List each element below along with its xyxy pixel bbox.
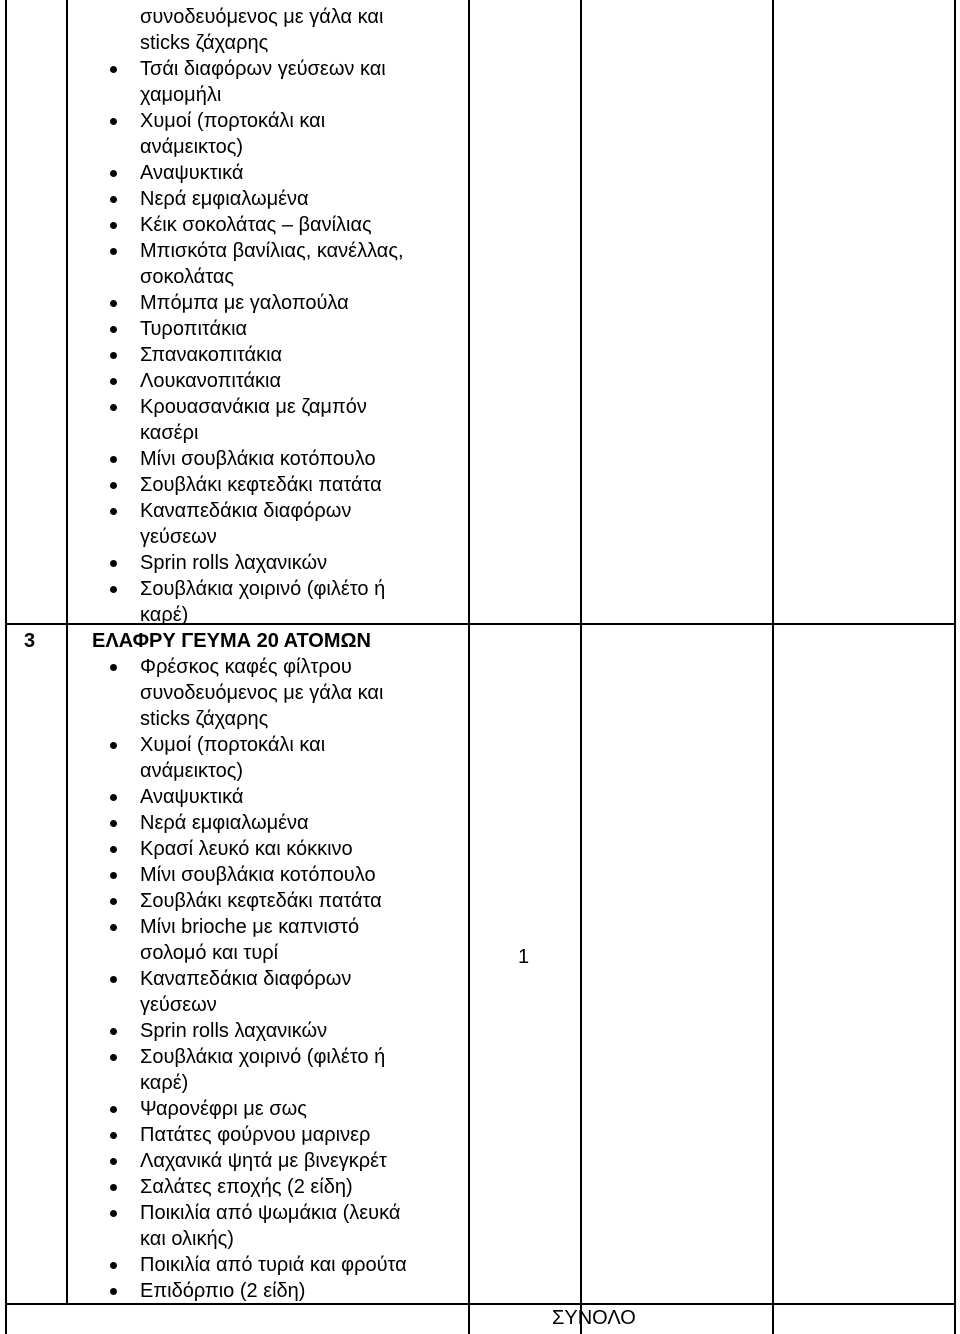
bullet-icon — [110, 1106, 117, 1113]
list-item-line: κασέρι — [140, 422, 199, 444]
bullet-icon — [110, 300, 117, 307]
list-item-line: sticks ζάχαρης — [140, 708, 269, 730]
list-item-line: Αναψυκτικά — [140, 786, 244, 808]
list-item-line: Καναπεδάκια διαφόρων — [140, 500, 352, 522]
list-item-line: sticks ζάχαρης — [140, 32, 269, 54]
list-item-line: Μίνι σουβλάκια κοτόπουλο — [140, 448, 376, 470]
list-item-line: Αναψυκτικά — [140, 162, 244, 184]
table-border-col1 — [66, 0, 68, 1304]
list-item-line: Επιδόρπιο (2 είδη) — [140, 1280, 306, 1302]
section-title: ΕΛΑΦΡΥ ΓΕΥΜΑ 20 ΑΤΟΜΩΝ — [92, 630, 371, 652]
table-border-right — [954, 0, 956, 1334]
bullet-icon — [110, 976, 117, 983]
list-item-line: Μπισκότα βανίλιας, κανέλλας, — [140, 240, 404, 262]
list-item-line: Χυμοί (πορτοκάλι και — [140, 110, 326, 132]
list-item-line: γεύσεων — [140, 994, 217, 1016]
bullet-icon — [110, 404, 117, 411]
list-item-line: ανάμεικτος) — [140, 136, 244, 158]
list-item-line: Τυροπιτάκια — [140, 318, 248, 340]
list-item-line: Φρέσκος καφές φίλτρου — [140, 656, 352, 678]
list-item-line: Ποικιλία από ψωμάκια (λευκά — [140, 1202, 401, 1224]
bullet-icon — [110, 378, 117, 385]
list-item-line: χαμομήλι — [140, 84, 222, 106]
list-item-line: Σουβλάκια χοιρινό (φιλέτο ή — [140, 578, 386, 600]
list-item-line: σοκολάτας — [140, 266, 235, 288]
list-item-line: Χυμοί (πορτοκάλι και — [140, 734, 326, 756]
table-border-col2 — [468, 0, 470, 1334]
bullet-icon — [110, 456, 117, 463]
list-item-line: Μίνι σουβλάκια κοτόπουλο — [140, 864, 376, 886]
list-item-line: Πατάτες φούρνου μαρινερ — [140, 1124, 371, 1146]
total-label: ΣΥΝΟΛΟ — [552, 1307, 636, 1329]
list-item-line: συνοδευόμενος με γάλα και — [140, 682, 384, 704]
list-item-line: και ολικής) — [140, 1228, 234, 1250]
list-item-line: Σουβλάκι κεφτεδάκι πατάτα — [140, 474, 382, 496]
bullet-icon — [110, 66, 117, 73]
bullet-icon — [110, 846, 117, 853]
list-item-line: Λαχανικά ψητά με βινεγκρέτ — [140, 1150, 387, 1172]
list-item-line: συνοδευόμενος με γάλα και — [140, 6, 384, 28]
bullet-icon — [110, 1054, 117, 1061]
bullet-icon — [110, 1262, 117, 1269]
list-item-line: καρέ) — [140, 604, 189, 626]
bullet-icon — [110, 118, 117, 125]
list-item-line: Κέικ σοκολάτας – βανίλιας — [140, 214, 372, 236]
list-item-line: Κρουασανάκια με ζαμπόν — [140, 396, 367, 418]
bullet-icon — [110, 742, 117, 749]
section-number: 3 — [24, 630, 36, 652]
list-item-line: Σουβλάκια χοιρινό (φιλέτο ή — [140, 1046, 386, 1068]
bullet-icon — [110, 508, 117, 515]
list-item-line: Λουκανοπιτάκια — [140, 370, 282, 392]
list-item-line: Σαλάτες εποχής (2 είδη) — [140, 1176, 353, 1198]
list-item-line: Σουβλάκι κεφτεδάκι πατάτα — [140, 890, 382, 912]
bullet-icon — [110, 872, 117, 879]
table-border-col4 — [772, 0, 774, 1334]
bullet-icon — [110, 820, 117, 827]
bullet-icon — [110, 482, 117, 489]
list-item-line: Τσάι διαφόρων γεύσεων και — [140, 58, 386, 80]
list-item-line: καρέ) — [140, 1072, 189, 1094]
bullet-icon — [110, 924, 117, 931]
bullet-icon — [110, 1288, 117, 1295]
table-border-col3 — [580, 0, 582, 1334]
list-item-line: Κρασί λευκό και κόκκινο — [140, 838, 353, 860]
list-item-line: Μπόμπα με γαλοπούλα — [140, 292, 349, 314]
bullet-icon — [110, 170, 117, 177]
list-item-line: Μίνι brioche με καπνιστό — [140, 916, 360, 938]
bullet-icon — [110, 1158, 117, 1165]
list-item-line: Νερά εμφιαλωμένα — [140, 812, 309, 834]
list-item-line: Sprin rolls λαχανικών — [140, 552, 328, 574]
list-item-line: Σπανακοπιτάκια — [140, 344, 283, 366]
list-item-line: Καναπεδάκια διαφόρων — [140, 968, 352, 990]
bullet-icon — [110, 1132, 117, 1139]
bullet-icon — [110, 1184, 117, 1191]
bullet-icon — [110, 248, 117, 255]
table-border-left — [5, 0, 7, 1334]
bullet-icon — [110, 326, 117, 333]
bullet-icon — [110, 664, 117, 671]
bullet-icon — [110, 898, 117, 905]
list-item-line: Ψαρονέφρι με σως — [140, 1098, 307, 1120]
bullet-icon — [110, 352, 117, 359]
bullet-icon — [110, 586, 117, 593]
bullet-icon — [110, 794, 117, 801]
bullet-icon — [110, 1028, 117, 1035]
list-item-line: γεύσεων — [140, 526, 217, 548]
bullet-icon — [110, 222, 117, 229]
list-item-line: Ποικιλία από τυριά και φρούτα — [140, 1254, 407, 1276]
bullet-icon — [110, 196, 117, 203]
list-item-line: Sprin rolls λαχανικών — [140, 1020, 328, 1042]
bullet-icon — [110, 560, 117, 567]
list-item-line: Νερά εμφιαλωμένα — [140, 188, 309, 210]
quantity-value: 1 — [518, 946, 530, 968]
list-item-line: σολομό και τυρί — [140, 942, 279, 964]
list-item-line: ανάμεικτος) — [140, 760, 244, 782]
bullet-icon — [110, 1210, 117, 1217]
